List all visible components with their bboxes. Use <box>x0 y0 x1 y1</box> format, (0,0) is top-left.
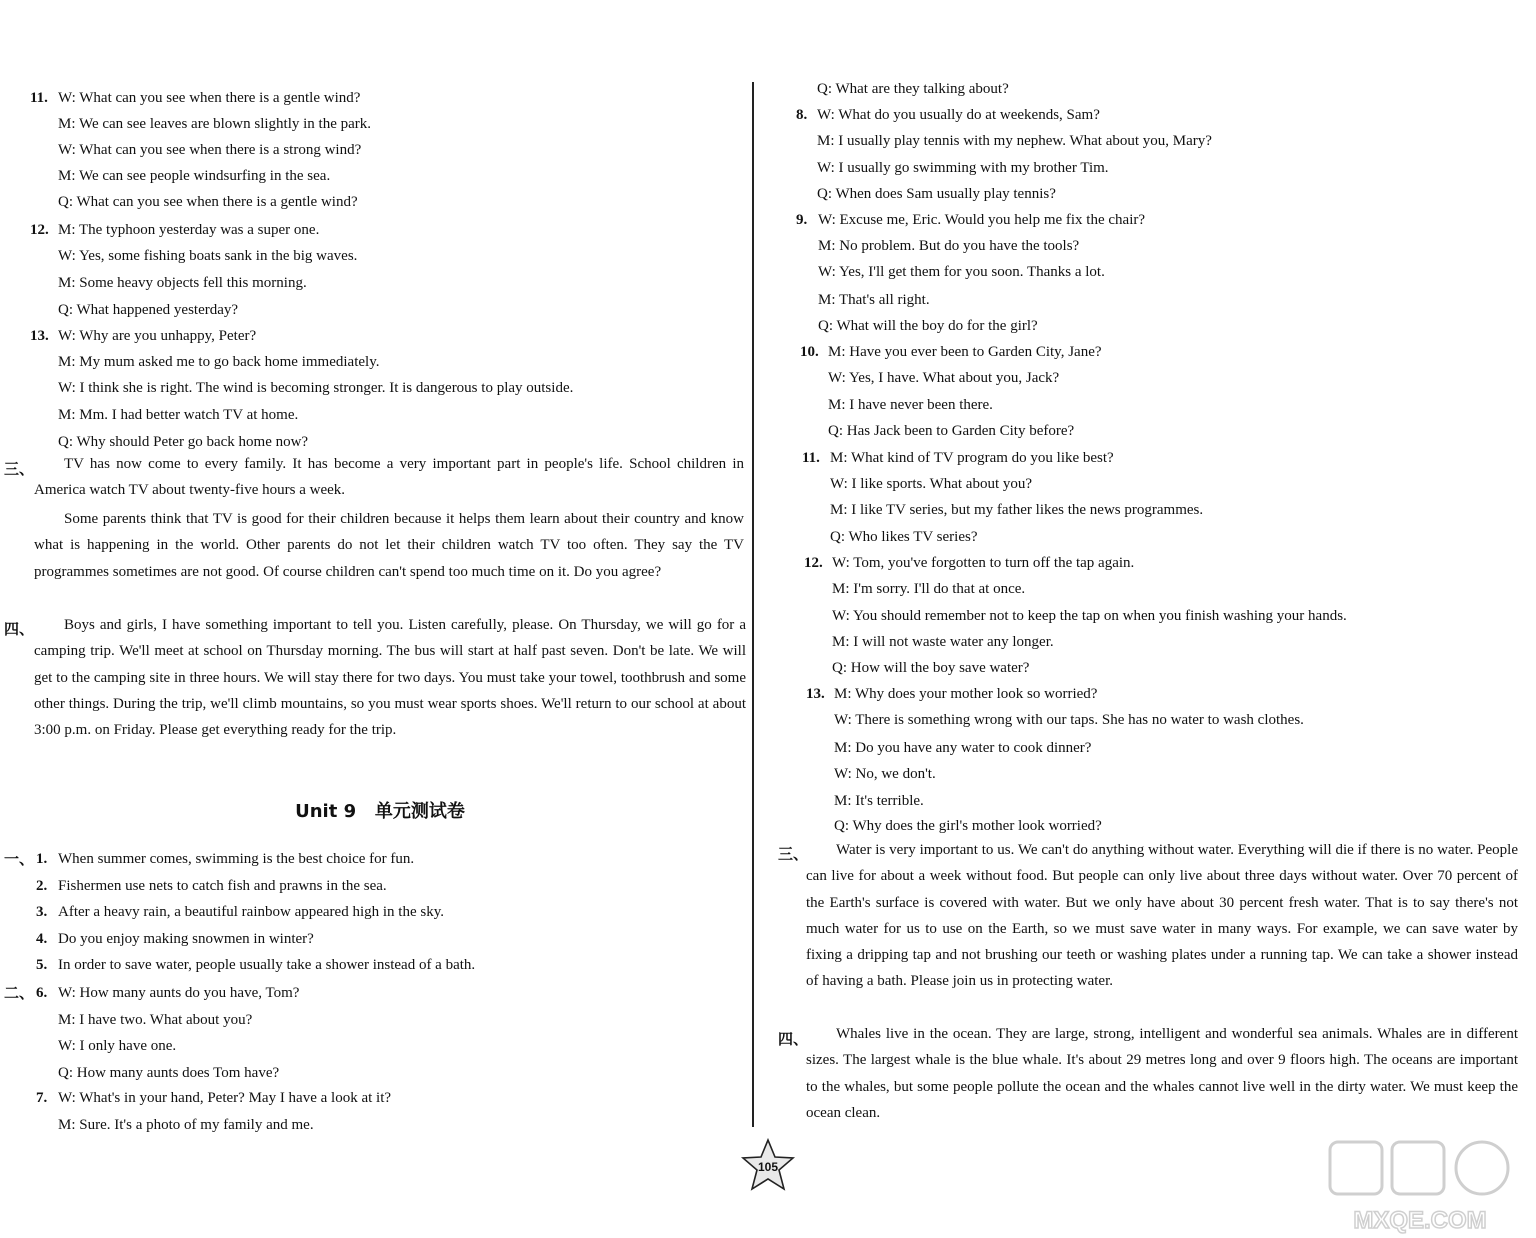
dialogue-line: M: I usually play tennis with my nephew. What about you, Mary? <box>817 133 1212 149</box>
question-number: 7. <box>36 1090 48 1106</box>
sentence: When summer comes, swimming is the best choice for fun. <box>58 851 415 867</box>
passage-text: Some parents think that TV is good for their children because it helps them learn about their country and know what is happening in the world. Other parents do not let their children watch TV too often. They say the TV programmes sometimes are not good. Of course children can't spend too much time on it. Do you agree? <box>34 511 744 580</box>
unit-heading: Unit 9 单元测试卷 <box>295 801 465 822</box>
question-number: 6. <box>36 985 48 1001</box>
page-number: 105 <box>757 1160 779 1174</box>
question-number: 13. <box>30 328 49 344</box>
column-divider <box>752 82 754 1127</box>
dialogue-line: W: Excuse me, Eric. Would you help me fix the chair? <box>818 212 1146 228</box>
dialogue-line: Q: Who likes TV series? <box>830 529 978 545</box>
dialogue-line: M: Have you ever been to Garden City, Jane? <box>828 344 1102 360</box>
sentence: After a heavy rain, a beautiful rainbow appeared high in the sky. <box>58 904 444 920</box>
passage <box>806 837 1518 995</box>
question-number: 10. <box>800 344 819 360</box>
section-label: 二、 <box>4 984 35 1002</box>
dialogue-line: M: I have two. What about you? <box>58 1012 253 1028</box>
section-label: 四、 <box>4 620 35 638</box>
dialogue-line: M: Do you have any water to cook dinner? <box>834 740 1092 756</box>
dialogue-line: W: Yes, some fishing boats sank in the big waves. <box>58 248 358 264</box>
dialogue-line: Q: Has Jack been to Garden City before? <box>828 423 1075 439</box>
dialogue-line: Q: How will the boy save water? <box>832 660 1030 676</box>
dialogue-line: W: What can you see when there is a strong wind? <box>58 142 362 158</box>
page-number-star-icon <box>740 1138 796 1192</box>
passage-text: Boys and girls, I have something important to tell you. Listen carefully, please. On Thursday, we will go for a camping trip. We'll meet at school on Thursday morning. The bus will start at half past seven. Don't be late. We will get to the camping site in three hours. We will stay there for two days. You must take your towel, toothbrush and some other things. During the trip, we'll climb mountains, so you must wear sports shoes. We'll return to our school at about 3:00 p.m. on Friday. Please get everything ready for the trip. <box>34 617 746 739</box>
dialogue-line: Q: How many aunts does Tom have? <box>58 1065 280 1081</box>
dialogue-line: W: No, we don't. <box>834 766 936 782</box>
sentence: Do you enjoy making snowmen in winter? <box>58 931 314 947</box>
sentence: Fishermen use nets to catch fish and prawns in the sea. <box>58 878 387 894</box>
dialogue-line: M: I have never been there. <box>828 397 993 413</box>
dialogue-line: W: I usually go swimming with my brother Tim. <box>817 160 1109 176</box>
dialogue-line: W: What's in your hand, Peter? May I have a look at it? <box>58 1090 392 1106</box>
section-label: 四、 <box>778 1030 809 1048</box>
dialogue-line: W: Yes, I have. What about you, Jack? <box>828 370 1060 386</box>
dialogue-line: Q: What will the boy do for the girl? <box>818 318 1038 334</box>
item-number: 2. <box>36 878 48 894</box>
dialogue-line: W: I like sports. What about you? <box>830 476 1033 492</box>
dialogue-line: M: Why does your mother look so worried? <box>834 686 1098 702</box>
dialogue-line: W: Yes, I'll get them for you soon. Thanks a lot. <box>818 264 1105 280</box>
dialogue-line: W: Tom, you've forgotten to turn off the tap again. <box>832 555 1135 571</box>
dialogue-line: W: What do you usually do at weekends, Sam? <box>817 107 1100 123</box>
dialogue-line: M: What kind of TV program do you like best? <box>830 450 1114 466</box>
dialogue-line: Q: Why should Peter go back home now? <box>58 434 309 450</box>
passage-text: TV has now come to every family. It has become a very important part in people's life. School children in America watch TV about twenty-five hours a week. <box>34 456 744 499</box>
dialogue-line: M: That's all right. <box>818 292 930 308</box>
question-number: 12. <box>804 555 823 571</box>
question-number: 9. <box>796 212 808 228</box>
sentence: In order to save water, people usually take a shower instead of a bath. <box>58 957 476 973</box>
item-number: 4. <box>36 931 48 947</box>
dialogue-line: M: No problem. But do you have the tools? <box>818 238 1080 254</box>
dialogue-line: M: We can see people windsurfing in the sea. <box>58 168 331 184</box>
dialogue-line: Q: What happened yesterday? <box>58 302 239 318</box>
dialogue-line: M: I will not waste water any longer. <box>832 634 1054 650</box>
passage <box>34 451 744 504</box>
dialogue-line: M: My mum asked me to go back home immediately. <box>58 354 380 370</box>
question-number: 11. <box>30 90 48 106</box>
dialogue-line: Q: What are they talking about? <box>817 81 1009 97</box>
dialogue-line: M: Mm. I had better watch TV at home. <box>58 407 299 423</box>
item-number: 5. <box>36 957 48 973</box>
item-number: 1. <box>36 851 48 867</box>
item-number: 3. <box>36 904 48 920</box>
question-number: 8. <box>796 107 808 123</box>
dialogue-line: Q: What can you see when there is a gentle wind? <box>58 194 358 210</box>
dialogue-line: W: There is something wrong with our taps. She has no water to wash clothes. <box>834 712 1304 728</box>
dialogue-line: Q: When does Sam usually play tennis? <box>817 186 1056 202</box>
section-label: 一、 <box>4 850 35 868</box>
watermark-text: MXQE.COM <box>1353 1207 1487 1234</box>
dialogue-line: W: You should remember not to keep the tap on when you finish washing your hands. <box>832 608 1347 624</box>
question-number: 12. <box>30 222 49 238</box>
passage-text: Water is very important to us. We can't do anything without water. Everything will die if there is no water. People can live for about a week without food. But people can only live about three days without water. Over 70 percent of the Earth's surface is covered with water. But we only have about 30 percent fresh water. That is to say there's not much water for us to use on the Earth, so we must save water in many ways. For example, we can save water by fixing a dripping tap and not brushing our teeth or washing plates under a running tap. We can take a shower instead of having a bath. Please join us in protecting water. <box>806 842 1518 990</box>
section-label: 三、 <box>4 460 35 478</box>
dialogue-line: M: Sure. It's a photo of my family and me. <box>58 1117 314 1133</box>
dialogue-line: W: How many aunts do you have, Tom? <box>58 985 300 1001</box>
section-label: 三、 <box>778 845 809 863</box>
question-number: 11. <box>802 450 820 466</box>
dialogue-line: M: We can see leaves are blown slightly in the park. <box>58 116 372 132</box>
passage-text: Whales live in the ocean. They are large, strong, intelligent and wonderful sea animals. Whales are in different sizes. The largest whale is the blue whale. It's about 29 metres long and over 9 floors high. The oceans are important to the whales, but some people pollute the ocean and the whales cannot live well in the dirty water. We must keep the ocean clean. <box>806 1026 1518 1121</box>
dialogue-line: W: I think she is right. The wind is becoming stronger. It is dangerous to play outside. <box>58 380 574 396</box>
dialogue-line: W: Why are you unhappy, Peter? <box>58 328 257 344</box>
dialogue-line: Q: Why does the girl's mother look worried? <box>834 818 1102 834</box>
passage <box>806 1021 1518 1126</box>
dialogue-line: W: What can you see when there is a gentle wind? <box>58 90 361 106</box>
dialogue-line: M: I'm sorry. I'll do that at once. <box>832 581 1026 597</box>
dialogue-line: M: Some heavy objects fell this morning. <box>58 275 307 291</box>
watermark-logo <box>1310 1138 1530 1234</box>
passage <box>34 612 746 743</box>
dialogue-line: M: It's terrible. <box>834 793 924 809</box>
passage <box>34 506 744 585</box>
question-number: 13. <box>806 686 825 702</box>
dialogue-line: W: I only have one. <box>58 1038 177 1054</box>
dialogue-line: M: The typhoon yesterday was a super one. <box>58 222 320 238</box>
dialogue-line: M: I like TV series, but my father likes the news programmes. <box>830 502 1204 518</box>
